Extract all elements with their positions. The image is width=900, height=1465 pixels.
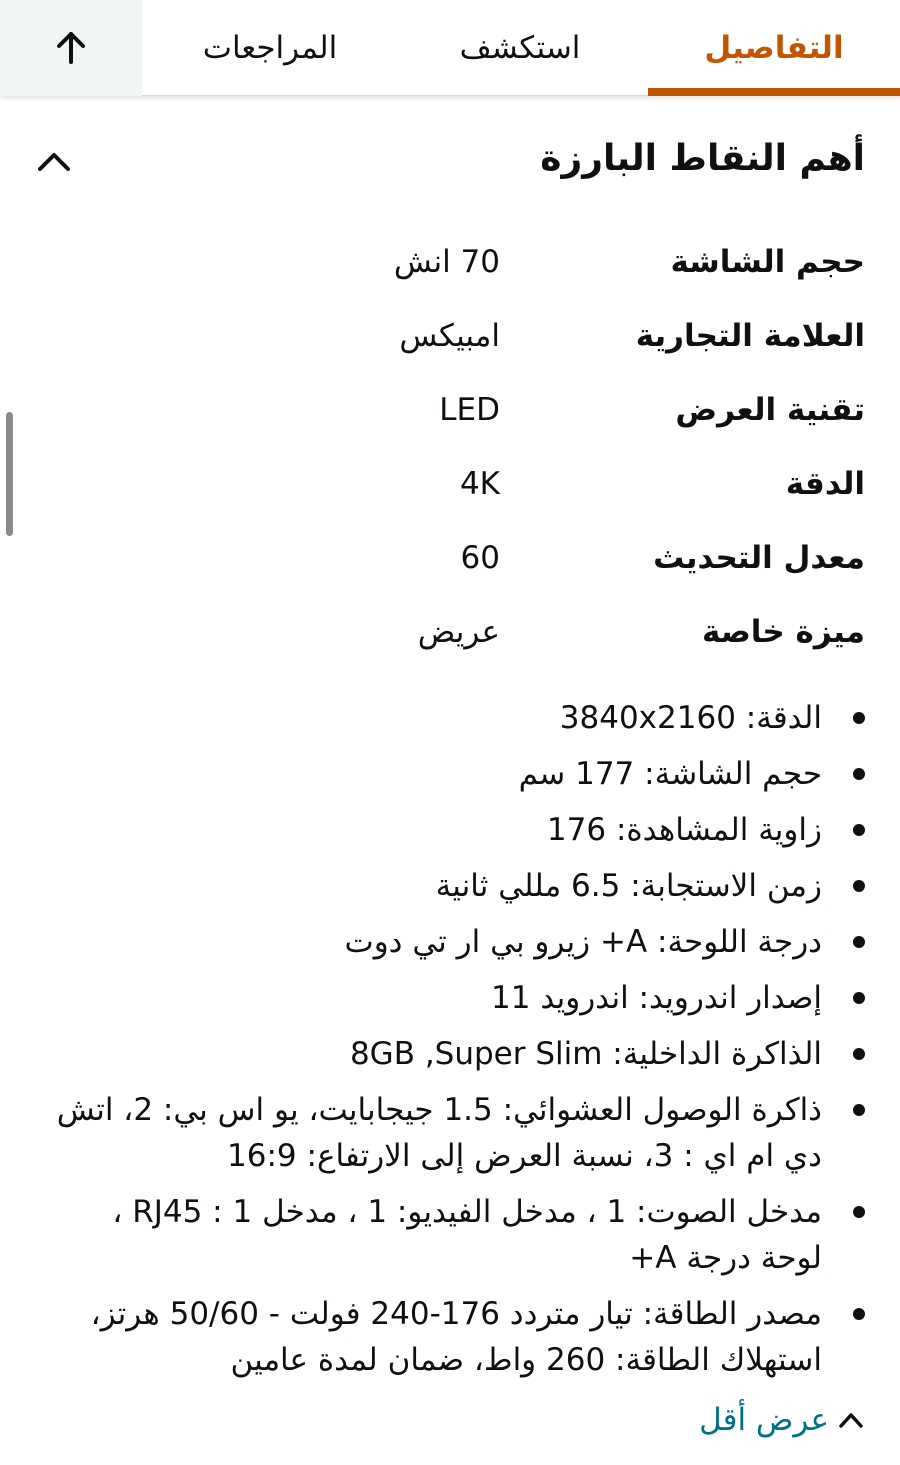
chevron-up-icon: [837, 1409, 865, 1431]
list-item: [45, 1189, 865, 1281]
bullet-dot: [853, 992, 865, 1004]
spec-value: 4K: [459, 466, 500, 502]
list-item: [45, 1087, 865, 1179]
bullet-text: مدخل الصوت: 1 ، مدخل الفيديو: 1 ، مدخل 1 : RJ45 ، لوحة درجة A+: [112, 1194, 822, 1276]
tab-details[interactable]: [648, 0, 900, 96]
bullet-dot: [853, 712, 865, 724]
spec-label: العلامة التجارية: [635, 318, 865, 354]
spec-label: الدقة: [785, 466, 865, 502]
tab-reviews[interactable]: [150, 0, 390, 96]
spec-value: 70 انش: [393, 244, 500, 280]
spec-label: تقنية العرض: [675, 392, 865, 428]
bullet-dot: [853, 1048, 865, 1060]
bullet-text: الدقة: 3840x2160: [559, 700, 822, 736]
bullet-text: إصدار اندرويد: اندرويد 11: [491, 980, 822, 1016]
spec-value: LED: [439, 392, 500, 428]
bullet-text: درجة اللوحة: A+ زيرو بي ار تي دوت: [344, 924, 822, 960]
bullet-text: مصدر الطاقة: تيار متردد 176-240 فولت - 50/60 هرتز، استهلاك الطاقة: 260 واط، ضمان لمدة عامين: [90, 1296, 822, 1378]
list-item: [45, 807, 865, 853]
tab-details-label: التفاصيل: [704, 30, 844, 66]
bullet-dot: [853, 936, 865, 948]
bullet-dot: [853, 768, 865, 780]
list-item: [45, 919, 865, 965]
spec-row-resolution: [380, 466, 865, 526]
tab-reviews-label: المراجعات: [202, 30, 338, 66]
bullet-dot: [853, 1308, 865, 1320]
active-tab-indicator: [648, 88, 900, 96]
spec-row-display-tech: [380, 392, 865, 452]
spec-label: معدل التحديث: [653, 540, 865, 576]
spec-row-screen-size: [380, 244, 865, 304]
spec-value: عريض: [417, 614, 500, 650]
list-item: [45, 1291, 865, 1383]
show-less-label: عرض أقل: [699, 1402, 829, 1438]
spec-row-brand: [380, 318, 865, 378]
bullet-dot: [853, 1104, 865, 1116]
bullet-text: زمن الاستجابة: 6.5 مللي ثانية: [435, 868, 822, 904]
arrow-up-icon: [51, 28, 91, 68]
tab-explore[interactable]: [400, 0, 640, 96]
tab-bar: [0, 0, 900, 96]
chevron-up-icon[interactable]: [34, 145, 74, 179]
spec-label: حجم الشاشة: [670, 244, 865, 280]
spec-row-refresh-rate: [380, 540, 865, 600]
bullet-text: حجم الشاشة: 177 سم: [518, 756, 822, 792]
list-item: [45, 1031, 865, 1077]
list-item: [45, 863, 865, 909]
spec-value: 60: [460, 540, 500, 576]
section-title: أهم النقاط البارزة: [540, 138, 865, 179]
scrollbar-thumb[interactable]: [6, 412, 13, 536]
list-item: [45, 975, 865, 1021]
spec-label: ميزة خاصة: [702, 614, 865, 650]
list-item: [45, 695, 865, 741]
bullet-dot: [853, 1206, 865, 1218]
bullet-text: زاوية المشاهدة: 176: [546, 812, 822, 848]
bullet-dot: [853, 880, 865, 892]
bullet-dot: [853, 824, 865, 836]
bullet-text: الذاكرة الداخلية: 8GB ,Super Slim: [349, 1036, 822, 1072]
list-item: [45, 751, 865, 797]
spec-row-special-feature: [380, 614, 865, 674]
bullet-text: ذاكرة الوصول العشوائي: 1.5 جيجابايت، يو اس بي: 2، اتش دي ام اي : 3، نسبة العرض إلى الارتفاع: 16:9: [56, 1092, 822, 1174]
scroll-to-top-button[interactable]: [0, 0, 142, 96]
spec-value: امبيكس: [399, 318, 500, 354]
feature-bullet-list: [45, 695, 865, 1393]
show-less-link[interactable]: [699, 1402, 865, 1438]
tab-explore-label: استكشف: [459, 30, 581, 66]
